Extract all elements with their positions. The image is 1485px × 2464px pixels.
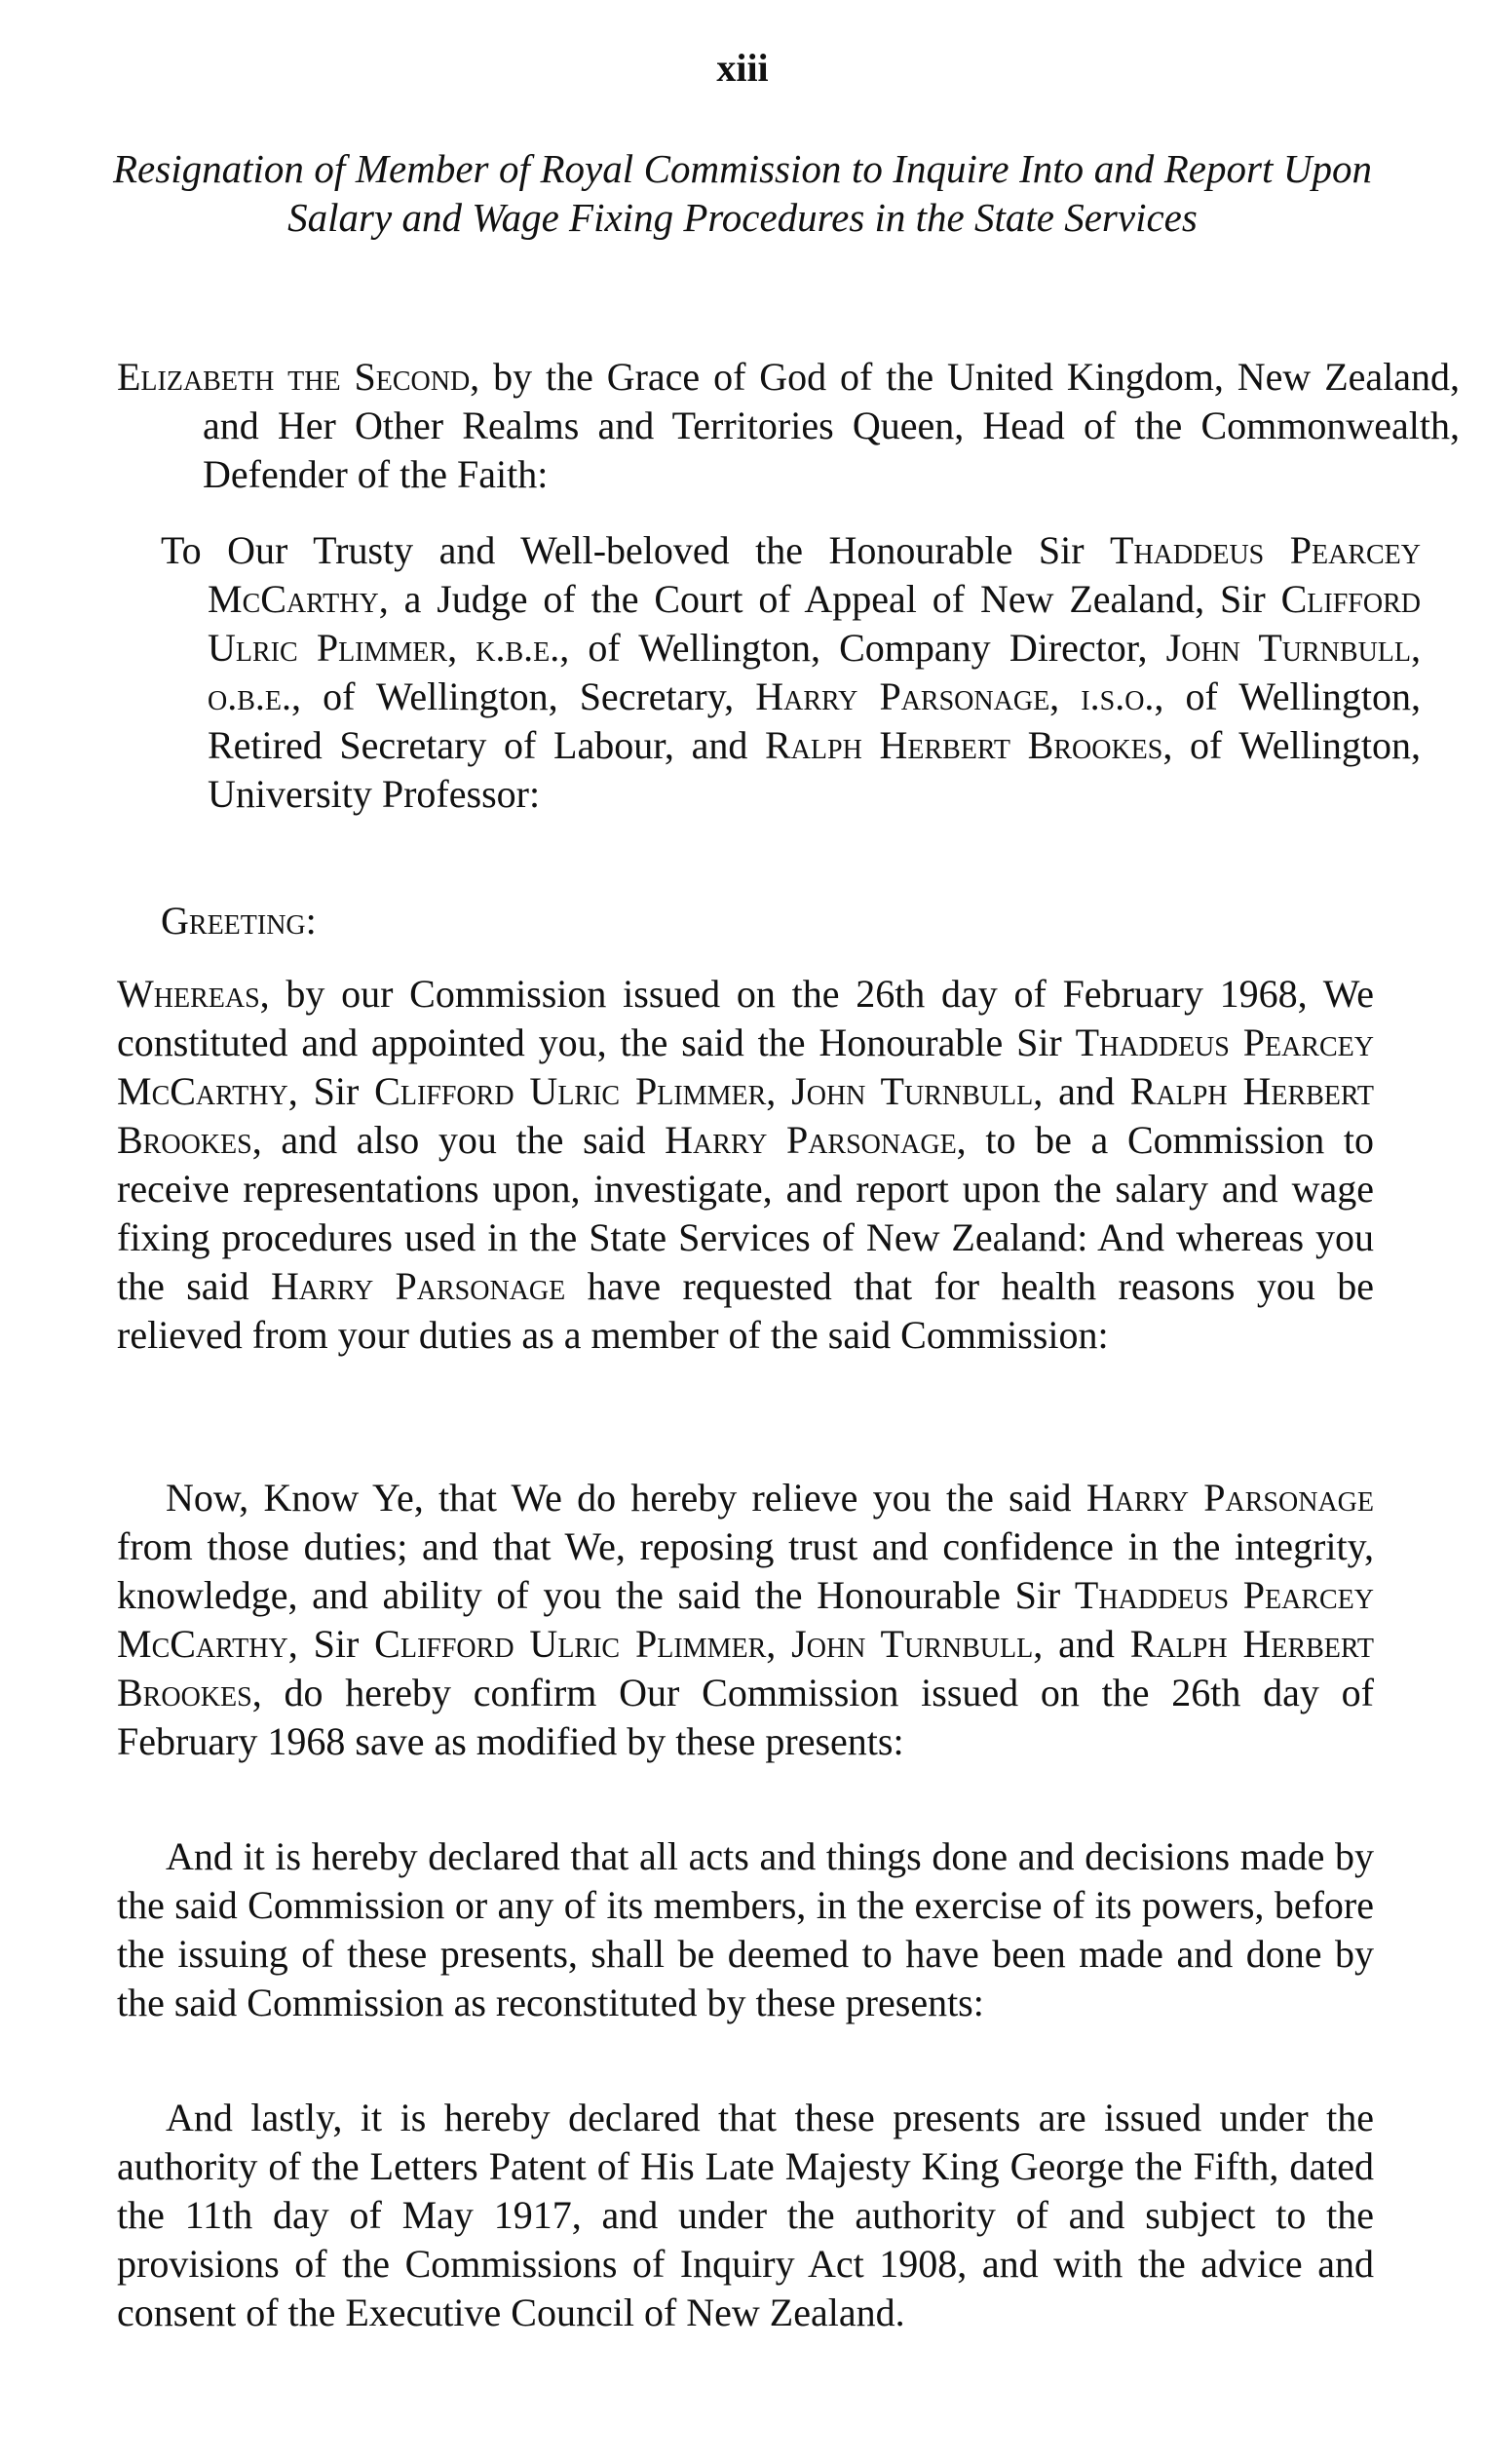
- now-text: from those duties; and that We, reposing trust and confidence in the integrity, knowledge, and ability of you the said the Honourable Sir: [117, 1524, 1374, 1617]
- address-text: , of Wellington, Secretary,: [291, 674, 756, 718]
- now-text: , do hereby confirm Our Commission issued on the 26th day of February 1968 save as modified by these presents:: [117, 1671, 1374, 1763]
- person-name: John Turnbull: [791, 1622, 1034, 1666]
- person-name: Clifford Ulric Plimmer: [374, 1622, 767, 1666]
- lastly-paragraph: And lastly, it is hereby declared that these presents are issued under the authority of the Letters Patent of His Late Majesty King George the Fifth, dated the 11th day of May 1917, and under the authority of and subject to the provisions of the Commissions of Inquiry Act 1908, and with the advice and consent of the Executive Council of New Zealand.: [117, 2096, 1374, 2334]
- now-know-ye-paragraph: [117, 1474, 1374, 1766]
- person-name: Harry Parsonage: [271, 1264, 566, 1308]
- whereas-lead: Whereas: [117, 972, 260, 1016]
- address-text: ,: [1049, 674, 1082, 718]
- person-name: Ralph Herbert Brookes: [765, 723, 1163, 767]
- person-name: Ralph Herbert Brookes: [117, 1069, 1375, 1162]
- person-name: John Turnbull: [1165, 626, 1411, 670]
- person-name: Thaddeus Pearcey McCarthy: [117, 1573, 1374, 1666]
- whereas-paragraph: [117, 970, 1374, 1360]
- person-name: Harry Parsonage: [755, 674, 1050, 718]
- person-name: Ralph Herbert Brookes: [117, 1622, 1375, 1714]
- page-number: xiii: [716, 46, 769, 90]
- whereas-text: , to be a Commission to receive representations upon, investigate, and report upon the salary and wage fixing procedures used in the State Services of New Zealand: And whereas you the said: [117, 1118, 1374, 1308]
- whereas-text: , Sir: [287, 1069, 375, 1113]
- now-text: Now, Know Ye, that We do hereby relieve you the said: [166, 1476, 1086, 1520]
- address-text: ,: [447, 626, 476, 670]
- greeting: Greeting:: [161, 899, 317, 943]
- whereas-text: have requested that for health reasons you be relieved from your duties as a member of the said Commission:: [117, 1264, 1374, 1357]
- address-text: To Our Trusty and Well-beloved the Honourable Sir: [161, 528, 1111, 572]
- person-name: John Turnbull: [791, 1069, 1034, 1113]
- person-name: Harry Parsonage: [665, 1118, 957, 1162]
- whereas-text: , and also you the said: [251, 1118, 666, 1162]
- address-paragraph: [161, 526, 1421, 819]
- person-name: Thaddeus Pearcey McCarthy: [117, 1020, 1374, 1113]
- whereas-text: , and: [1033, 1069, 1130, 1113]
- sovereign-recital: [117, 353, 1460, 499]
- person-name: Harry Parsonage: [1085, 1476, 1374, 1520]
- address-text: , of Wellington, University Professor:: [208, 723, 1422, 816]
- address-text: , a Judge of the Court of Appeal of New Zealand, Sir: [378, 577, 1281, 621]
- sovereign-name: Elizabeth the Second,: [117, 355, 480, 399]
- document-title: Resignation of Member of Royal Commission to Inquire Into and Report Upon Salary and Wage Fixing Procedures in the State Services: [113, 146, 1372, 240]
- person-name: Clifford Ulric Plimmer: [208, 577, 1421, 670]
- whereas-text: , by our Commission issued on the 26th day of February 1968, We constituted and appointed you, the said the Honourable Sir: [117, 972, 1374, 1064]
- sovereign-styles: by the Grace of God of the United Kingdom, New Zealand, and Her Other Realms and Territories Queen, Head of the Commonwealth, Defender of the Faith:: [203, 355, 1461, 496]
- person-name: Clifford Ulric Plimmer: [374, 1069, 767, 1113]
- address-text: , of Wellington, Company Director,: [559, 626, 1166, 670]
- acts-declared-paragraph: And it is hereby declared that all acts and things done and decisions made by the said Commission or any of its members, in the exercise of its powers, before the issuing of these presents, shall be deemed to have been made and done by the said Commission as reconstituted by these presents:: [117, 1834, 1374, 2024]
- now-text: , and: [1033, 1622, 1130, 1666]
- honour-abbrev: k.b.e.: [476, 626, 560, 670]
- honour-abbrev: i.s.o.: [1081, 674, 1155, 718]
- person-name: Thaddeus Pearcey McCarthy: [208, 528, 1421, 621]
- now-text: ,: [766, 1622, 792, 1666]
- address-text: , of Wellington, Retired Secretary of Labour, and: [208, 674, 1421, 767]
- now-text: , Sir: [287, 1622, 375, 1666]
- address-text: ,: [1411, 626, 1421, 670]
- honour-abbrev: o.b.e.: [208, 674, 291, 718]
- whereas-text: ,: [766, 1069, 792, 1113]
